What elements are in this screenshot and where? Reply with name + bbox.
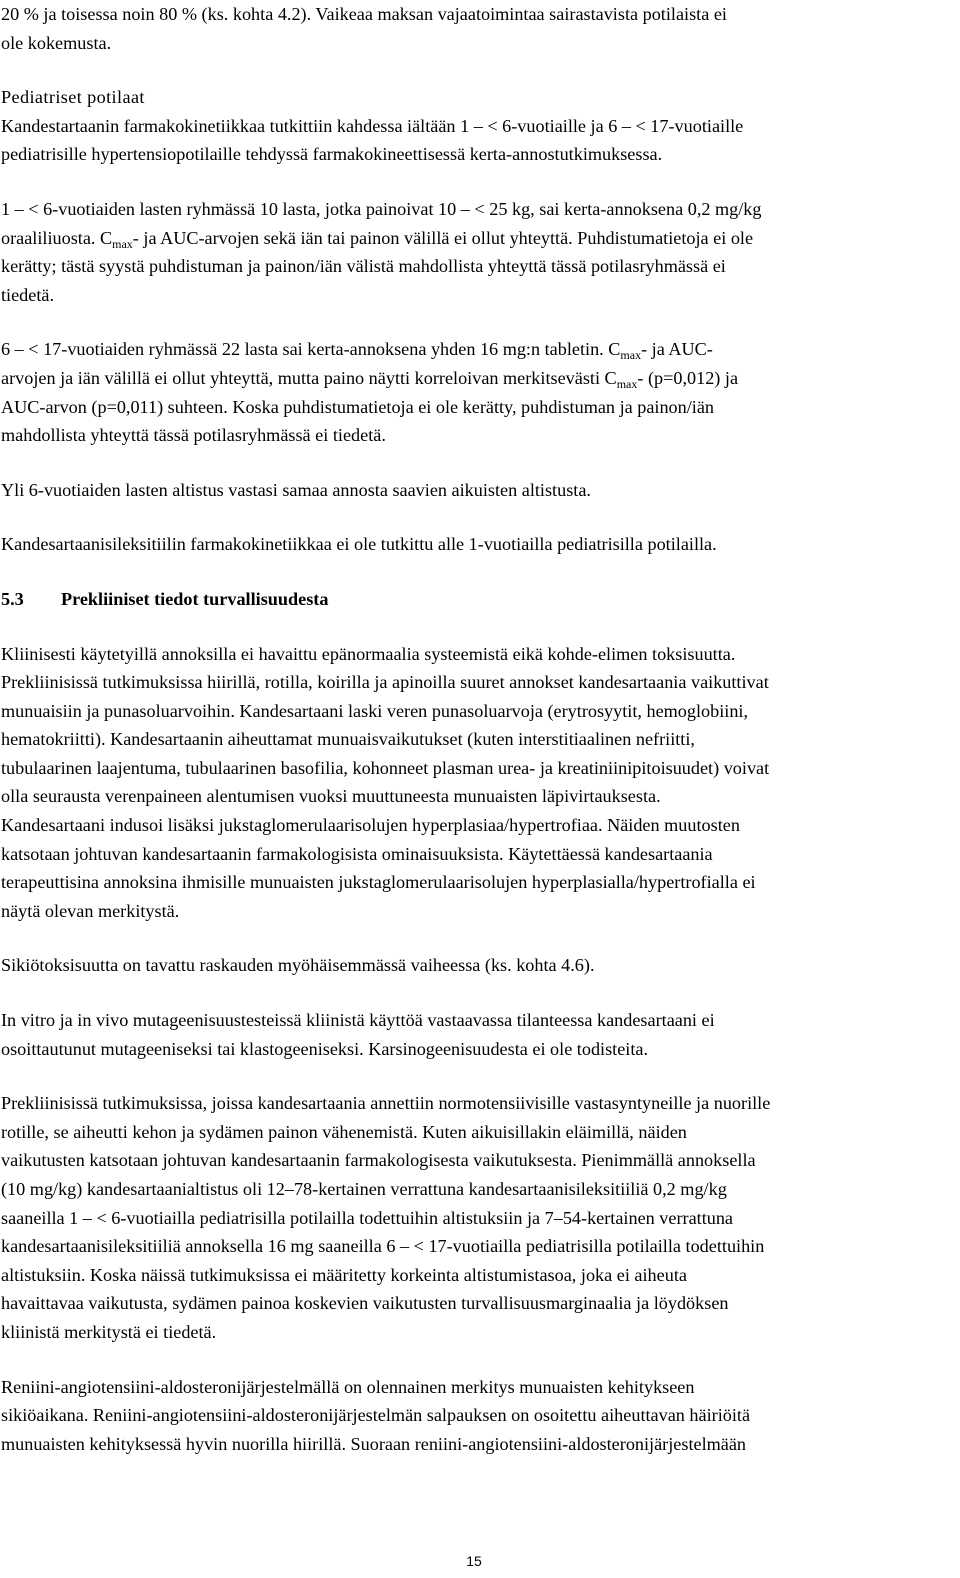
- text-line: Reniini-angiotensiini-aldosteronijärjestelmällä on olennainen merkitys munuaisten kehitykseen: [1, 1376, 695, 1397]
- section-number: 5.3: [1, 588, 24, 609]
- text-segment: 6 – < 17-vuotiaiden ryhmässä 22 lasta sai kerta-annoksena yhden 16 mg:n tabletin. C: [1, 339, 621, 360]
- text-line: 20 % ja toisessa noin 80 % (ks. kohta 4.2). Vaikeaa maksan vajaatoimintaa sairastavista potilaista ei: [1, 4, 727, 24]
- paragraph-under-1: [1, 530, 960, 559]
- text-line: Prekliinisissä tutkimuksissa hiirillä, rotilla, koirilla ja apinoilla suuret annokset kandesartaania vaikuttivat: [1, 672, 769, 693]
- text-segment: - (p=0,012) ja: [637, 367, 739, 388]
- text-line: kandesartaanisileksitiiliä annoksella 16 mg saaneilla 6 – < 17-vuotiailla pediatrisilla potilailla todettuihin: [1, 1236, 765, 1257]
- paragraph-fetotoxicity: [1, 951, 960, 980]
- text-line: altistuksiin. Koska näissä tutkimuksissa ei määritetty korkeinta altistumistasoa, joka ei aiheuta: [1, 1264, 687, 1285]
- text-line: tubulaarinen laajentuma, tubulaarinen basofilia, kohonneet plasman urea- ja kreatiniinipitoisuudet) voivat: [1, 757, 770, 778]
- paragraph-juvenile-rats: [1, 1089, 960, 1346]
- intro-paragraph: [1, 0, 960, 57]
- paragraph-preclinical: [1, 640, 960, 926]
- subscript-max: max: [620, 348, 642, 363]
- text-line: [1, 224, 960, 253]
- text-line: terapeuttisina annoksina ihmisille munuaisten jukstaglomerulaarisolujen hyperplasialla/hypertrofialla ei: [1, 872, 756, 893]
- text-line: vaikutusten katsotaan johtuvan kandesartaanin farmakologisesta vaikutuksesta. Pienimmällä annoksella: [1, 1150, 756, 1171]
- text-line: (10 mg/kg) kandesartaanialtistus oli 12–78-kertainen verrattuna kandesartaanisileksitiiliä 0,2 mg/kg: [1, 1179, 727, 1199]
- paragraph-age-1-6: [1, 195, 960, 309]
- text-line: munuaisten kehityksessä hyvin nuorilla hiirillä. Suoraan reniini-angiotensiini-aldosteronijärjestelmään: [1, 1433, 747, 1454]
- text-line: havaittavaa vaikutusta, sydämen painoa koskevien vaikutusten turvallisuusmarginaalia ja löydöksen: [1, 1293, 729, 1314]
- text-line: Yli 6-vuotiaiden lasten altistus vastasi samaa annosta saavien aikuisten altistusta.: [1, 479, 591, 500]
- pediatric-section: [1, 83, 960, 169]
- text-line: Kandestartaanin farmakokinetiikkaa tutkittiin kahdessa iältään 1 – < 6-vuotiaille ja 6 – < 17-vuotiaille: [1, 115, 744, 136]
- subscript-max: max: [112, 236, 133, 251]
- subscript-max: max: [616, 376, 638, 391]
- text-segment: - ja AUC-arvojen sekä iän tai painon välillä ei ollut yhteyttä. Puhdistumatietoja ei ole: [132, 227, 754, 248]
- text-segment: - ja AUC-: [641, 339, 713, 360]
- section-title: Prekliiniset tiedot turvallisuudesta: [61, 588, 329, 609]
- text-line: Prekliinisissä tutkimuksissa, joissa kandesartaania annettiin normotensiivisille vastasyntyneille ja nuorille: [1, 1093, 771, 1114]
- text-line: saaneilla 1 – < 6-vuotiailla pediatrisilla potilailla todettuihin altistuksiin ja 7–54-kertainen verrattuna: [1, 1207, 734, 1228]
- text-line: mahdollista yhteyttä tässä potilasryhmässä ei tiedetä.: [1, 425, 386, 446]
- text-line: pediatrisille hypertensiopotilaille tehdyssä farmakokineettisessä kerta-annostutkimuksessa.: [1, 144, 663, 165]
- text-line: Kandesartaanisileksitiilin farmakokinetiikkaa ei ole tutkittu alle 1-vuotiailla pediatrisilla potilailla.: [1, 534, 717, 555]
- text-line: hematokriitti). Kandesartaanin aiheuttamat munuaisvaikutukset (kuten interstitiaalinen nefriitti,: [1, 729, 695, 750]
- text-line: osoittautunut mutageeniseksi tai klastogeeniseksi. Karsinogeenisuudesta ei ole todisteita.: [1, 1038, 649, 1059]
- section-heading: [1, 585, 960, 614]
- paragraph-age-6-17: [1, 335, 960, 449]
- text-line: munuaisiin ja punasoluarvoihin. Kandesartaani laski veren punasoluarvoja (erytrosyytit, hemoglobiini,: [1, 700, 749, 721]
- section-heading-line: [1, 585, 960, 614]
- text-line: [1, 335, 960, 364]
- text-line: In vitro ja in vivo mutageenisuustesteissä kliinistä käyttöä vastaavassa tilanteessa kandesartaani ei: [1, 1010, 715, 1031]
- text-line: Kandesartaani indusoi lisäksi jukstaglomerulaarisolujen hyperplasiaa/hypertrofiaa. Näiden muutosten: [1, 815, 740, 836]
- text-line: kerätty; tästä syystä puhdistuman ja painon/iän välistä mahdollista yhteyttä tässä potilasryhmässä ei: [1, 256, 726, 277]
- text-line: tiedetä.: [1, 284, 55, 305]
- text-line: Kliinisesti käytetyillä annoksilla ei havaittu epänormaalia systeemistä eikä kohde-elimen toksisuutta.: [1, 643, 736, 664]
- text-line: olla seurausta verenpaineen alentumisen vuoksi muuttuneesta munuaisten läpivirtauksesta.: [1, 786, 661, 807]
- text-segment: oraaliliuosta. C: [1, 227, 113, 248]
- text-line: sikiöaikana. Reniini-angiotensiini-aldosteronijärjestelmän salpauksen on osoitettu aiheuttavan häiriöitä: [1, 1405, 751, 1426]
- text-line: AUC-arvon (p=0,011) suhteen. Koska puhdistumatietoja ei ole kerätty, puhdistuman ja painon/iän: [1, 396, 715, 417]
- paragraph-exposure: [1, 476, 960, 505]
- text-line: ole kokemusta.: [1, 32, 112, 53]
- text-line: näytä olevan merkitystä.: [1, 900, 180, 921]
- text-line: 1 – < 6-vuotiaiden lasten ryhmässä 10 lasta, jotka painoivat 10 – < 25 kg, sai kerta-annoksena 0,2 mg/kg: [1, 198, 762, 219]
- text-line: Sikiötoksisuutta on tavattu raskauden myöhäisemmässä vaiheessa (ks. kohta 4.6).: [1, 955, 595, 976]
- page-number: 15: [466, 1553, 482, 1569]
- paragraph-raas: [1, 1373, 960, 1459]
- text-line: katsotaan johtuvan kandesartaanin farmakologisista ominaisuuksista. Käytettäessä kandesartaania: [1, 843, 713, 864]
- text-segment: arvojen ja iän välillä ei ollut yhteyttä, mutta paino näytti korreloivan merkitsevästi C: [1, 367, 617, 388]
- text-line: rotille, se aiheutti kehon ja sydämen painon vähenemistä. Kuten aikuisillakin eläimillä, näiden: [1, 1121, 687, 1142]
- paragraph-mutagenicity: [1, 1006, 960, 1063]
- text-line: kliinistä merkitystä ei tiedetä.: [1, 1321, 217, 1342]
- pediatric-subheading: Pediatriset potilaat: [1, 87, 145, 108]
- text-line: [1, 364, 960, 393]
